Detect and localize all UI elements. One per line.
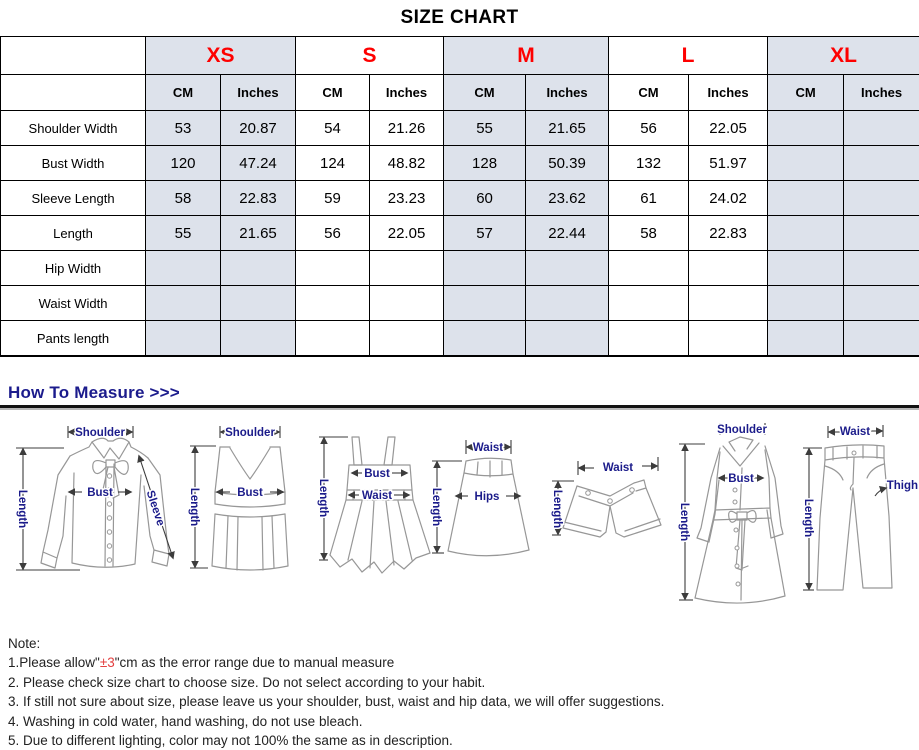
unit-header: Inches [526, 75, 609, 111]
dress-outline [330, 437, 430, 573]
table-cell: 22.05 [370, 216, 444, 251]
unit-header: CM [296, 75, 370, 111]
coat-diagram [663, 418, 788, 613]
table-cell: 60 [444, 181, 526, 216]
measure-label-length: Length [430, 487, 442, 527]
table-cell: 48.82 [370, 146, 444, 181]
table-cell [370, 286, 444, 321]
table-cell: 21.65 [526, 111, 609, 146]
unit-header: CM [146, 75, 221, 111]
table-cell [609, 321, 689, 357]
table-cell: 132 [609, 146, 689, 181]
coat-outline [695, 437, 785, 603]
note-line: 5. Due to different lighting, color may not 100% the same as in description. [8, 733, 453, 749]
table-cell [146, 321, 221, 357]
table-cell [221, 321, 296, 357]
size-table [0, 36, 919, 357]
dress-diagram [318, 420, 436, 575]
table-cell: 57 [444, 216, 526, 251]
table-cell: 21.65 [221, 216, 296, 251]
table-cell [370, 321, 444, 357]
table-cell [768, 321, 844, 357]
note-text: 1.Please allow" [8, 655, 100, 671]
table-cell [444, 321, 526, 357]
size-header-xl: XL [768, 37, 919, 75]
corner-cell [1, 75, 146, 111]
table-cell: 61 [609, 181, 689, 216]
unit-header-row [1, 75, 919, 111]
row-label: Length [1, 216, 146, 251]
measure-diagrams [0, 408, 919, 620]
note-line: 4. Washing in cold water, hand washing, do not use bleach. [8, 713, 363, 729]
table-cell: 58 [609, 216, 689, 251]
table-cell [296, 286, 370, 321]
table-cell [768, 286, 844, 321]
table-cell [609, 251, 689, 286]
table-cell [296, 321, 370, 357]
unit-header: CM [609, 75, 689, 111]
note-text: "cm as the error range due to manual measure [114, 655, 395, 671]
measure-label-length: Length [551, 489, 563, 529]
table-cell [296, 251, 370, 286]
table-row [1, 321, 919, 357]
table-cell: 50.39 [526, 146, 609, 181]
row-label: Sleeve Length [1, 181, 146, 216]
table-cell [844, 321, 919, 357]
blouse-diagram [8, 418, 180, 580]
table-cell: 22.83 [689, 216, 768, 251]
measure-label-bust: Bust [237, 487, 263, 499]
table-cell [689, 286, 768, 321]
size-header-s: S [296, 37, 444, 75]
measure-label-shoulder: Shoulder [75, 427, 125, 439]
table-cell [844, 251, 919, 286]
table-cell: 51.97 [689, 146, 768, 181]
measure-label-length: Length [16, 489, 28, 529]
row-label: Hip Width [1, 251, 146, 286]
table-cell: 23.23 [370, 181, 444, 216]
measure-label-bust: Bust [728, 473, 754, 485]
measure-label-length: Length [188, 487, 200, 527]
notes-section [8, 634, 919, 750]
measure-label-shoulder: Shoulder [717, 424, 767, 436]
measure-label-waist: Waist [602, 462, 634, 474]
table-cell [221, 286, 296, 321]
coat-dimension-lines [679, 423, 765, 600]
table-cell: 120 [146, 146, 221, 181]
table-cell [768, 111, 844, 146]
table-row [1, 146, 919, 181]
table-cell [526, 321, 609, 357]
table-cell: 128 [444, 146, 526, 181]
table-cell: 56 [296, 216, 370, 251]
table-cell: 47.24 [221, 146, 296, 181]
table-cell [444, 251, 526, 286]
table-cell: 22.83 [221, 181, 296, 216]
table-cell [444, 286, 526, 321]
table-cell: 54 [296, 111, 370, 146]
page-title: SIZE CHART [400, 7, 519, 28]
note-highlight: ±3 [99, 655, 115, 671]
skirt-outline [448, 458, 529, 556]
table-cell [689, 251, 768, 286]
table-cell [844, 181, 919, 216]
shorts-outline [563, 480, 661, 537]
row-label: Pants length [1, 321, 146, 357]
table-cell: 124 [296, 146, 370, 181]
table-cell [146, 286, 221, 321]
table-cell [768, 181, 844, 216]
unit-header: Inches [370, 75, 444, 111]
table-cell: 24.02 [689, 181, 768, 216]
table-row [1, 286, 919, 321]
table-row [1, 111, 919, 146]
table-cell [146, 251, 221, 286]
table-cell [844, 286, 919, 321]
vest-diagram [186, 418, 296, 578]
table-cell [689, 321, 768, 357]
note-line: 3. If still not sure about size, please leave us your shoulder, bust, waist and hip data, we will offer suggestions. [8, 694, 665, 710]
table-cell: 23.62 [526, 181, 609, 216]
table-cell [221, 251, 296, 286]
measure-label-length: Length [802, 498, 814, 538]
skirt-diagram [430, 433, 542, 568]
measure-label-shoulder: Shoulder [225, 427, 275, 439]
table-cell [768, 216, 844, 251]
table-cell [844, 146, 919, 181]
table-cell: 22.05 [689, 111, 768, 146]
table-row [1, 251, 919, 286]
table-row [1, 216, 919, 251]
size-header-xs: XS [146, 37, 296, 75]
how-to-measure-heading: How To Measure >>> [8, 383, 180, 402]
measure-label-hips: Hips [474, 491, 500, 503]
unit-header: Inches [221, 75, 296, 111]
row-label: Bust Width [1, 146, 146, 181]
unit-header: CM [768, 75, 844, 111]
jeans-outline [817, 445, 892, 590]
table-cell: 55 [146, 216, 221, 251]
measure-label-sleeve: Sleeve [143, 489, 167, 528]
table-cell: 56 [609, 111, 689, 146]
row-label: Waist Width [1, 286, 146, 321]
table-cell: 53 [146, 111, 221, 146]
measure-label-waist: Waist [472, 442, 504, 454]
table-cell [844, 216, 919, 251]
table-cell [768, 146, 844, 181]
size-header-m: M [444, 37, 609, 75]
measure-label-waist: Waist [361, 490, 393, 502]
table-cell: 58 [146, 181, 221, 216]
table-cell: 22.44 [526, 216, 609, 251]
size-header-l: L [609, 37, 768, 75]
table-cell [844, 111, 919, 146]
note-line [8, 653, 919, 672]
table-cell [768, 251, 844, 286]
table-cell [526, 286, 609, 321]
vest-outline [212, 447, 288, 570]
table-cell: 21.26 [370, 111, 444, 146]
jeans-dimension-lines [803, 425, 886, 590]
measure-label-bust: Bust [87, 487, 113, 499]
unit-header: CM [444, 75, 526, 111]
note-line: 2. Please check size chart to choose size. Do not select according to your habit. [8, 674, 486, 690]
measure-label-thigh: Thigh [886, 480, 918, 492]
measure-label-length: Length [317, 478, 329, 518]
jeans-diagram [795, 418, 919, 603]
table-cell [370, 251, 444, 286]
row-label: Shoulder Width [1, 111, 146, 146]
unit-header: Inches [844, 75, 919, 111]
corner-cell [1, 37, 146, 75]
measure-label-waist: Waist [839, 426, 871, 438]
table-cell: 55 [444, 111, 526, 146]
notes-heading: Note: [8, 636, 41, 651]
table-cell: 20.87 [221, 111, 296, 146]
unit-header: Inches [689, 75, 768, 111]
measure-label-bust: Bust [364, 468, 390, 480]
size-header-row [1, 37, 919, 75]
table-row [1, 181, 919, 216]
measure-label-length: Length [678, 502, 690, 542]
table-cell: 59 [296, 181, 370, 216]
table-cell [526, 251, 609, 286]
shorts-diagram [548, 433, 668, 553]
table-cell [609, 286, 689, 321]
